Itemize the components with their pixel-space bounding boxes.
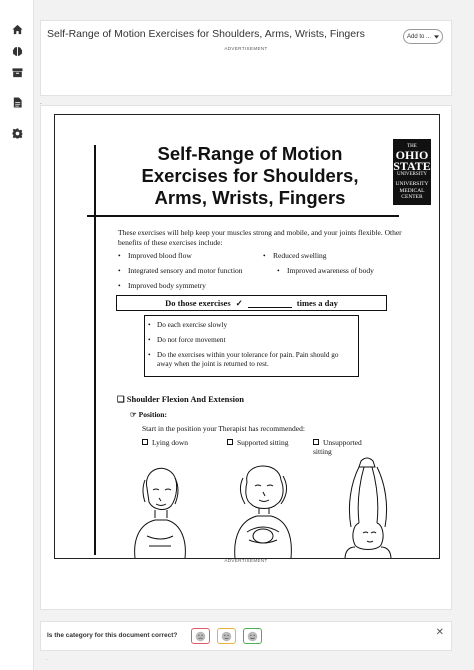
checkbox-icon <box>313 439 319 445</box>
document-page <box>54 114 440 559</box>
section-heading-text: Shoulder Flexion And Extension <box>126 394 244 404</box>
logo-text: UNIVERSITY <box>395 181 429 187</box>
bullet: • <box>277 266 280 275</box>
figure-lying-down <box>125 460 195 559</box>
bullet: • <box>148 321 151 329</box>
benefit-text: Integrated sensory and motor function <box>128 266 243 275</box>
title-line-3: Arms, Wrists, Fingers <box>154 187 346 208</box>
tip-text: Do each exercise slowly <box>157 321 228 329</box>
home-icon[interactable] <box>12 24 23 35</box>
bullet: • <box>118 281 121 290</box>
bullet: • <box>263 251 266 260</box>
check-mark-icon: ✓ <box>235 297 243 308</box>
benefit-item <box>263 251 327 260</box>
frequency-suffix: times a day <box>296 298 338 308</box>
vertical-rule <box>94 145 96 555</box>
archive-icon[interactable] <box>12 67 23 78</box>
happy-face-icon <box>247 631 258 642</box>
benefit-text: Improved awareness of body <box>287 266 374 275</box>
option-text: Lying down <box>152 438 189 447</box>
brain-icon[interactable] <box>12 46 23 57</box>
logo-text: UNIVERSITY <box>397 172 427 177</box>
happy-face-button[interactable] <box>243 628 262 644</box>
logo-text: STATE <box>393 159 431 173</box>
sidebar <box>0 0 34 670</box>
tip-item <box>148 351 353 369</box>
bullet: • <box>118 251 121 260</box>
benefit-item <box>277 266 374 275</box>
position-label-text: Position: <box>138 410 167 419</box>
pointing-hand-icon: ☞ <box>130 410 137 419</box>
position-label <box>130 410 167 419</box>
sad-face-icon <box>195 631 206 642</box>
frequency-label: Do those exercises <box>165 298 231 308</box>
small-mark: - <box>40 101 42 107</box>
tiny-mark: - <box>46 656 48 661</box>
benefit-text: Reduced swelling <box>273 251 327 260</box>
section-heading <box>117 394 244 405</box>
add-to-label: Add to ... <box>406 33 431 40</box>
figure-supported-sitting <box>227 460 299 559</box>
option-text: Supported sitting <box>237 438 289 447</box>
title-line-2: Exercises for Shoulders, <box>141 165 359 186</box>
horizontal-rule <box>87 215 399 217</box>
checkbox-icon <box>227 439 233 445</box>
option-supported-sitting <box>227 438 288 447</box>
tip-item <box>148 336 353 345</box>
benefit-text: Improved blood flow <box>128 251 192 260</box>
logo-text: CENTER <box>401 194 423 200</box>
document-header-card <box>40 20 452 96</box>
document-viewer[interactable] <box>40 105 452 610</box>
page-title <box>105 143 395 209</box>
title-line-1: Self-Range of Motion <box>157 143 343 164</box>
figure-unsupported-sitting <box>337 455 399 559</box>
logo-text: THE <box>407 144 417 149</box>
bullet: • <box>118 266 121 275</box>
bullet: • <box>148 351 151 359</box>
neutral-face-button[interactable] <box>217 628 236 644</box>
osu-medical-center-logo <box>393 139 431 205</box>
benefit-item <box>118 281 206 290</box>
sad-face-button[interactable] <box>191 628 210 644</box>
tip-item <box>148 321 353 330</box>
intro-paragraph: These exercises will help keep your muscles strong and mobile, and your joints flexible. Other benefits of these exercises include: <box>118 228 402 247</box>
checkbox-icon <box>142 439 148 445</box>
benefit-item <box>118 251 192 260</box>
option-lying-down <box>142 438 188 447</box>
neutral-face-icon <box>221 631 232 642</box>
checkbox-icon: ❑ <box>117 394 125 404</box>
advertisement-label: ADVERTISEMENT <box>224 46 268 51</box>
close-icon[interactable]: ✕ <box>435 627 444 638</box>
option-unsupported-sitting <box>313 438 373 456</box>
option-text: Unsupported sitting <box>313 438 362 456</box>
benefit-item <box>118 266 243 275</box>
logo-text: MEDICAL <box>399 187 425 194</box>
frequency-blank <box>248 299 292 308</box>
add-to-button[interactable] <box>403 29 443 44</box>
benefit-text: Improved body symmetry <box>128 281 206 290</box>
document-icon[interactable] <box>12 97 23 108</box>
tips-box <box>144 315 359 377</box>
feedback-question: Is the category for this document correct? <box>47 632 178 639</box>
category-feedback-bar <box>40 621 452 651</box>
tip-text: Do the exercises within your tolerance for pain. Pain should go away when the joint is returned to rest. <box>157 351 339 368</box>
gear-icon[interactable] <box>12 128 23 139</box>
exercise-frequency-box <box>116 295 387 311</box>
document-title: Self-Range of Motion Exercises for Shoulders, Arms, Wrists, Fingers <box>47 28 365 40</box>
start-instruction: Start in the position your Therapist has recommended: <box>142 424 305 433</box>
tip-text: Do not force movement <box>157 336 226 344</box>
bullet: • <box>148 336 151 344</box>
advertisement-label: ADVERTISEMENT <box>224 558 268 563</box>
chevron-down-icon <box>434 35 439 39</box>
logo-text: OHIO <box>395 148 429 162</box>
